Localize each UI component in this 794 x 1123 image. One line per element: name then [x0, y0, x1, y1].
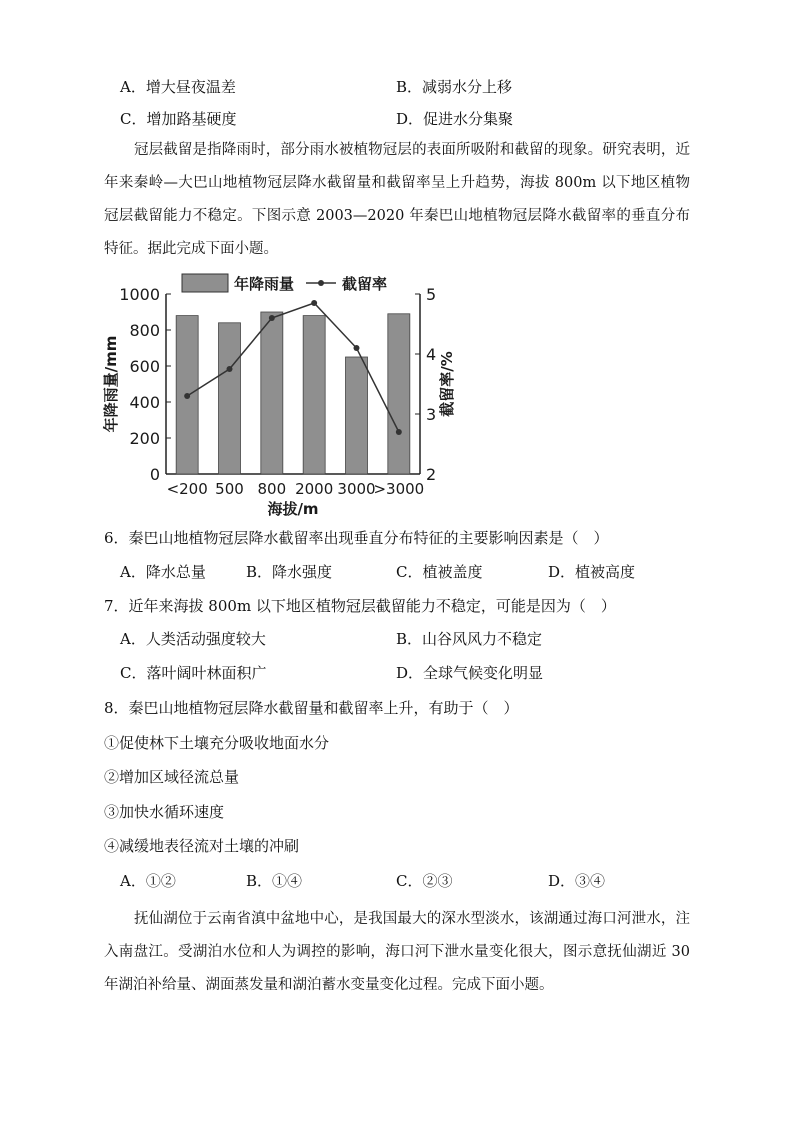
q6-stem: 6．秦巴山地植物冠层降水截留率出现垂直分布特征的主要影响因素是（ ）: [104, 529, 609, 547]
point-interception-rate: [269, 315, 275, 321]
bar-annual-rainfall: [388, 314, 410, 474]
bar-annual-rainfall: [303, 316, 325, 474]
q8-option-d: D．③④: [548, 872, 606, 890]
chart-legend: [182, 274, 387, 293]
y-tick-label: 400: [129, 393, 160, 412]
y-tick-label: 0: [149, 465, 160, 484]
interception-chart: [96, 268, 476, 520]
q8-option-a: A．①②: [120, 872, 176, 890]
q6-option-c: C．植被盖度: [396, 563, 483, 581]
point-interception-rate: [227, 366, 233, 372]
point-interception-rate: [396, 429, 402, 435]
x-axis-label: 海拔/m: [267, 500, 319, 518]
x-tick-label: 500: [215, 480, 244, 498]
y-tick-label: 1000: [119, 285, 160, 304]
legend-line-marker: [318, 280, 324, 286]
q5-option-a: A．增大昼夜温差: [120, 78, 236, 96]
q7-option-a: A．人类活动强度较大: [120, 630, 266, 648]
q8-item-1: ①促使林下土壤充分吸收地面水分: [104, 734, 330, 752]
q8-option-c: C．②③: [396, 872, 453, 890]
point-interception-rate: [311, 300, 317, 306]
q7-option-d: D．全球气候变化明显: [396, 664, 544, 682]
q7-stem: 7．近年来海拔 800m 以下地区植物冠层截留能力不稳定，可能是因为（ ）: [104, 597, 616, 615]
y2-tick-label: 5: [426, 285, 437, 304]
q5-option-d: D．促进水分集聚: [396, 110, 514, 128]
y2-tick-label: 2: [426, 465, 437, 484]
passage-canopy-interception: 冠层截留是指降雨时，部分雨水被植物冠层的表面所吸附和截留的现象。研究表明，近年来秦岭—大巴山地植物冠层降水截留量和截留率呈上升趋势，海拔 800m 以下地区植物冠层截留能力不稳定。下图示意 2003—2020 年秦巴山地植物冠层降水截留率的垂直分布特征。据此完成下面小题。: [104, 142, 690, 257]
passage-fuxian-lake: 抚仙湖位于云南省滇中盆地中心，是我国最大的深水型淡水，该湖通过海口河泄水，注入南盘江。受湖泊水位和人为调控的影响，海口河下泄水量变化很大，图示意抚仙湖近 30 年湖泊补给量、湖面蒸发量和湖泊蓄水变量变化过程。完成下面小题。: [104, 911, 690, 993]
q5-option-b: B．减弱水分上移: [396, 78, 513, 96]
legend-bar-swatch: [182, 274, 228, 292]
legend-bar-label: 年降雨量: [234, 275, 295, 293]
q8-stem: 8．秦巴山地植物冠层降水截留量和截留率上升，有助于（ ）: [104, 699, 519, 717]
q5-option-c: C．增加路基硬度: [120, 110, 237, 128]
q7-option-c: C．落叶阔叶林面积广: [120, 664, 267, 682]
q8-option-b: B．①④: [246, 872, 303, 890]
y2-axis-label: 截留率/%: [438, 351, 456, 417]
bar-annual-rainfall: [219, 323, 241, 474]
x-tick-label: <200: [166, 480, 208, 498]
point-interception-rate: [184, 393, 190, 399]
y-tick-label: 200: [129, 429, 160, 448]
x-tick-label: 800: [257, 480, 287, 498]
x-tick-label: 2000: [295, 480, 334, 498]
point-interception-rate: [354, 345, 360, 351]
x-tick-label: >3000: [373, 480, 425, 498]
y2-tick-label: 4: [426, 345, 437, 364]
bar-annual-rainfall: [346, 357, 368, 474]
y-axis-label: 年降雨量/mm: [102, 335, 120, 433]
q8-item-2: ②增加区域径流总量: [104, 768, 240, 786]
q7-option-b: B．山谷风风力不稳定: [396, 630, 543, 648]
x-tick-label: 3000: [337, 480, 376, 498]
q6-option-b: B．降水强度: [246, 563, 333, 581]
q6-option-d: D．植被高度: [548, 563, 636, 581]
y2-tick-label: 3: [426, 405, 437, 424]
q8-item-4: ④减缓地表径流对土壤的冲刷: [104, 837, 300, 855]
y-tick-label: 800: [129, 321, 160, 340]
y-tick-label: 600: [129, 357, 160, 376]
plot-area: [119, 285, 436, 498]
q8-item-3: ③加快水循环速度: [104, 803, 225, 821]
bar-annual-rainfall: [261, 312, 283, 474]
legend-line-label: 截留率: [342, 275, 388, 293]
q6-option-a: A．降水总量: [120, 563, 206, 581]
